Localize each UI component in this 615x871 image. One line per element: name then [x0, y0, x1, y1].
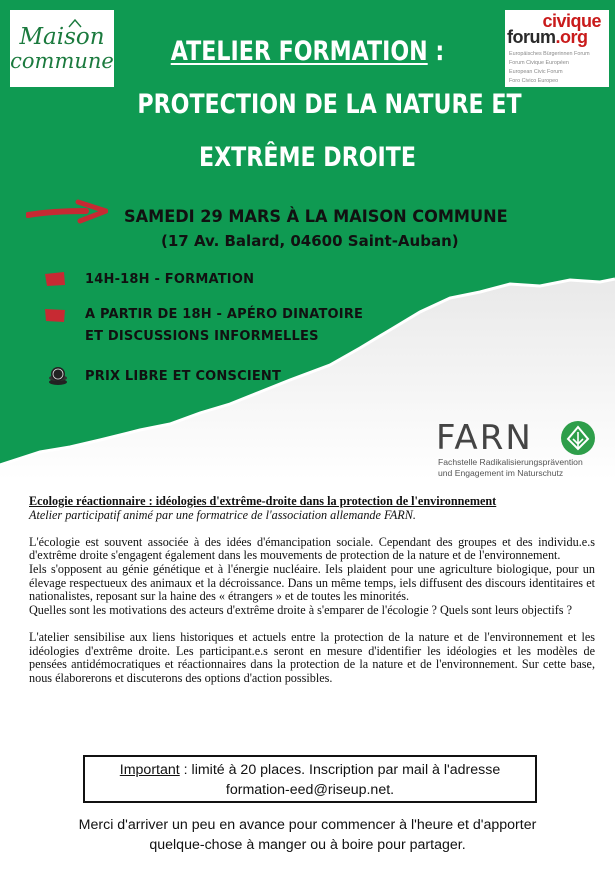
- notice-text: : limité à 20 places. Inscription par mail à l'adresse: [179, 762, 501, 778]
- farn-wordmark: FARN: [436, 418, 533, 458]
- farn-tagline-2: und Engagement im Naturschutz: [438, 468, 564, 478]
- maison-logo-line2: commune: [10, 48, 114, 73]
- article-paragraph: Iels s'opposent au génie génétique et à l'énergie nucléaire. Iels plaident pour une agriculture biologique, pour un élevage respectueux des animaux et la décroissance. Dans un même temps, iels diffusent des discours identitaires et nationalistes, reposant sur la haine des « étrangers » et de toutes les minorités.: [29, 561, 595, 604]
- important-notice-box: [83, 755, 537, 803]
- title-colon: :: [427, 36, 445, 67]
- important-label: Important: [119, 762, 180, 778]
- title-line-1: [137, 36, 477, 67]
- red-brush-mark-icon: [44, 307, 66, 323]
- article-paragraph: Quelles sont les motivations des acteurs d'extrême droite à s'emparer de l'écologie ? Quels sont leurs objectifs ?: [29, 602, 573, 617]
- forum-word: [507, 27, 588, 48]
- farn-tagline-1: Fachstelle Radikalisierungsprävention: [438, 457, 583, 467]
- forum-tld: .org: [555, 27, 588, 47]
- closing-line-2: quelque-chose à manger ou à boire pour partager.: [149, 837, 466, 853]
- article-subheading: Atelier participatif animé par une formatrice de l'association allemande FARN.: [29, 507, 416, 522]
- civique-word: civique: [542, 11, 601, 31]
- house-roof-icon: [68, 18, 82, 28]
- civique-sub-line: Europäisches Bürgerinnen Forum: [509, 51, 590, 57]
- civique-forum-logo: [505, 10, 609, 87]
- schedule-item: A PARTIR DE 18H - APÉRO DINATOIRE: [85, 307, 364, 322]
- article-paragraph: L'atelier sensibilise aux liens historiques et actuels entre la protection de la nature et de l'environnement et les idéologies d'extrême droite. Les participant.e.s seront en mesure d'identifier les idéologies et les modèles de pensées antidémocratiques et réactionnaires dans la protection de la nature et de l'environnement. Sur cette base, nous élaborerons et discuterons des options d'action possibles.: [29, 629, 595, 685]
- event-address: (17 Av. Balard, 04600 Saint-Auban): [161, 232, 459, 250]
- schedule-item: 14H-18H - FORMATION: [85, 272, 255, 287]
- event-date-place: SAMEDI 29 MARS À LA MAISON COMMUNE: [124, 207, 508, 227]
- farn-logo: [436, 418, 596, 478]
- title-line-2: PROTECTION DE LA NATURE ET: [137, 89, 522, 120]
- maison-commune-logo: [10, 10, 114, 87]
- title-main: ATELIER FORMATION: [170, 36, 428, 67]
- notice-email: formation-eed@riseup.net.: [225, 782, 395, 798]
- farn-tree-icon: [560, 420, 596, 456]
- maison-logo-line1: Maison: [19, 23, 105, 50]
- price-info: PRIX LIBRE ET CONSCIENT: [85, 369, 282, 384]
- civique-sub-line: Foro Civico Europeo: [509, 78, 559, 84]
- schedule-item: ET DISCUSSIONS INFORMELLES: [85, 329, 319, 344]
- closing-message: [40, 815, 575, 855]
- article-body: [29, 495, 595, 685]
- civique-sub-line: European Civic Forum: [509, 69, 563, 75]
- article-heading: Ecologie réactionnaire : idéologies d'extrême-droite dans la protection de l'environnement: [29, 494, 497, 508]
- civique-sub-line: Forum Civique Européen: [509, 60, 569, 66]
- coins-icon: [47, 366, 69, 386]
- red-brush-mark-icon: [44, 271, 66, 287]
- arrow-right-icon: [26, 199, 108, 225]
- forum-main: forum: [507, 27, 556, 47]
- title-line-3: EXTRÊME DROITE: [198, 142, 417, 173]
- article-paragraph: L'écologie est souvent associée à des idées d'émancipation sociale. Cependant des groupes et des individu.e.s d'extrême droite s'engagent également dans les mouvements de protection de la nature et de l'environnement.: [29, 534, 595, 563]
- closing-line-1: Merci d'arriver un peu en avance pour commencer à l'heure et d'apporter: [78, 817, 537, 833]
- notice-line-1: [85, 760, 535, 780]
